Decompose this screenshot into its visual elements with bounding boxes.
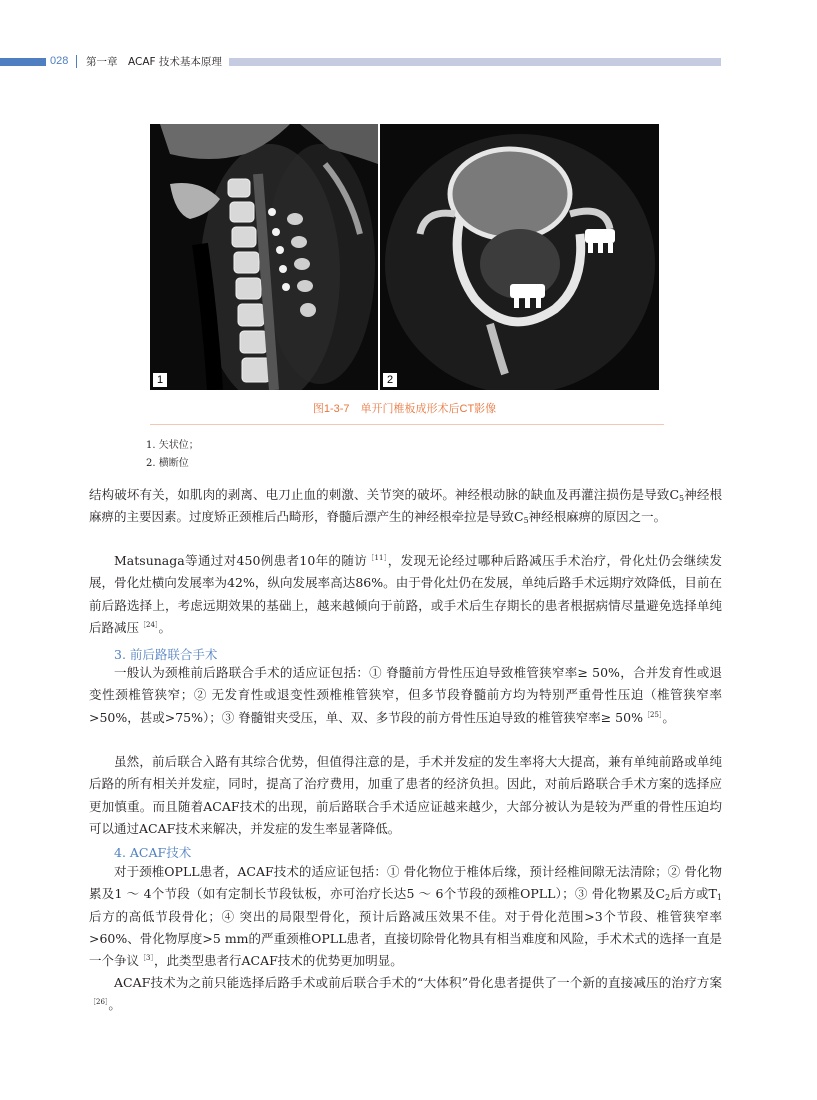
- ct-sagittal-drawing: [150, 124, 378, 390]
- ct-sagittal-image: [150, 124, 378, 390]
- section-heading-3: 3. 前后路联合手术: [114, 647, 218, 662]
- panel-2-label: 2: [383, 373, 397, 387]
- paragraph-5: 对于颈椎OPLL患者，ACAF技术的适应证包括：① 骨化物位于椎体后缘，预计经椎间隙无法清除；② 骨化物累及1 ～ 4个节段（如有定制长节段钛板，亦可治疗长达5 ～ 6个节段的颈椎OPLL）；③ 骨化物累及$C_2$后方或$T_1$后方的高低节段骨化；④ 突出的局限型骨化，预计后路减压效果不佳。对于骨化范围>3个节段、椎管狭窄率>60%、骨化物厚度>5 mm的严重颈椎OPLL患者，直接切除骨化物具有相当难度和风险，手术术式的选择一直是一个争议$^{[3]}$，此类型患者行ACAF技术的优势更加明显。: [89, 864, 722, 969]
- paragraph-1: 结构破坏有关，如肌肉的剥离、电刀止血的刺激、关节突的破坏。神经根动脉的缺血及再灌注损伤是导致$C_5$神经根麻痹的主要因素。过度矫正颈椎后凸畸形，脊髓后漂产生的神经根牵拉是导致$C_5$神经根麻痹的原因之一。: [89, 487, 722, 526]
- paragraph-2: Matsunaga等通过对450例患者10年的随访$^{[11]}$，发现无论经过哪种后路减压手术治疗，骨化灶仍会继续发展，骨化灶横向发展率为42%，纵向发展率高达86%。由于骨化灶仍在发展，单纯后路手术远期疗效降低，目前在前后路选择上，考虑远期效果的基础上，越来越倾向于前路，或手术后生存期长的患者根据病情尽量避免选择单纯后路减压$^{[24]}$。: [89, 553, 722, 635]
- panel-1-label: 1: [153, 373, 167, 387]
- figure-caption: 图1-3-7 单开门椎板成形术后CT影像: [312, 403, 497, 415]
- figure-note-2: 2. 横断位: [146, 458, 189, 469]
- header-accent-bar: [0, 58, 46, 66]
- figure-note-1: 1. 矢状位；: [146, 440, 199, 451]
- header-divider: [76, 55, 77, 68]
- ct-axial-drawing: [380, 124, 659, 390]
- paragraph-3: 一般认为颈椎前后路联合手术的适应证包括：① 脊髓前方骨性压迫导致椎管狭窄率≥ 50%，合并发育性或退变性颈椎管狭窄；② 无发育性或退变性颈椎椎管狭窄，但多节段脊髓前方均为特别严重骨性压迫（椎管狭窄率>50%，甚或>75%）；③ 脊髓钳夹受压，单、双、多节段的前方骨性压迫导致的椎管狭窄率≥ 50%$^{[25]}$。: [89, 665, 722, 725]
- ct-axial-image: [380, 124, 659, 390]
- caption-rule: [150, 424, 664, 425]
- paragraph-6: ACAF技术为之前只能选择后路手术或前后联合手术的“大体积”骨化患者提供了一个新的直接减压的治疗方案$^{[26]}$。: [89, 975, 722, 1013]
- header-rule-bar: [229, 58, 721, 66]
- chapter-title: 第一章 ACAF 技术基本原理: [86, 56, 222, 68]
- page-number: 028: [50, 55, 69, 67]
- paragraph-4: 虽然，前后联合入路有其综合优势，但值得注意的是，手术并发症的发生率将大大提高，兼有单纯前路或单纯后路的所有相关并发症，同时，提高了治疗费用，加重了患者的经济负担。因此，对前后路联合手术方案的选择应更加慎重。而且随着ACAF技术的出现，前后路联合手术适应证越来越少，大部分被认为是较为严重的骨性压迫均可以通过ACAF技术来解决，并发症的发生率显著降低。: [89, 754, 722, 836]
- section-heading-4: 4. ACAF技术: [114, 845, 192, 860]
